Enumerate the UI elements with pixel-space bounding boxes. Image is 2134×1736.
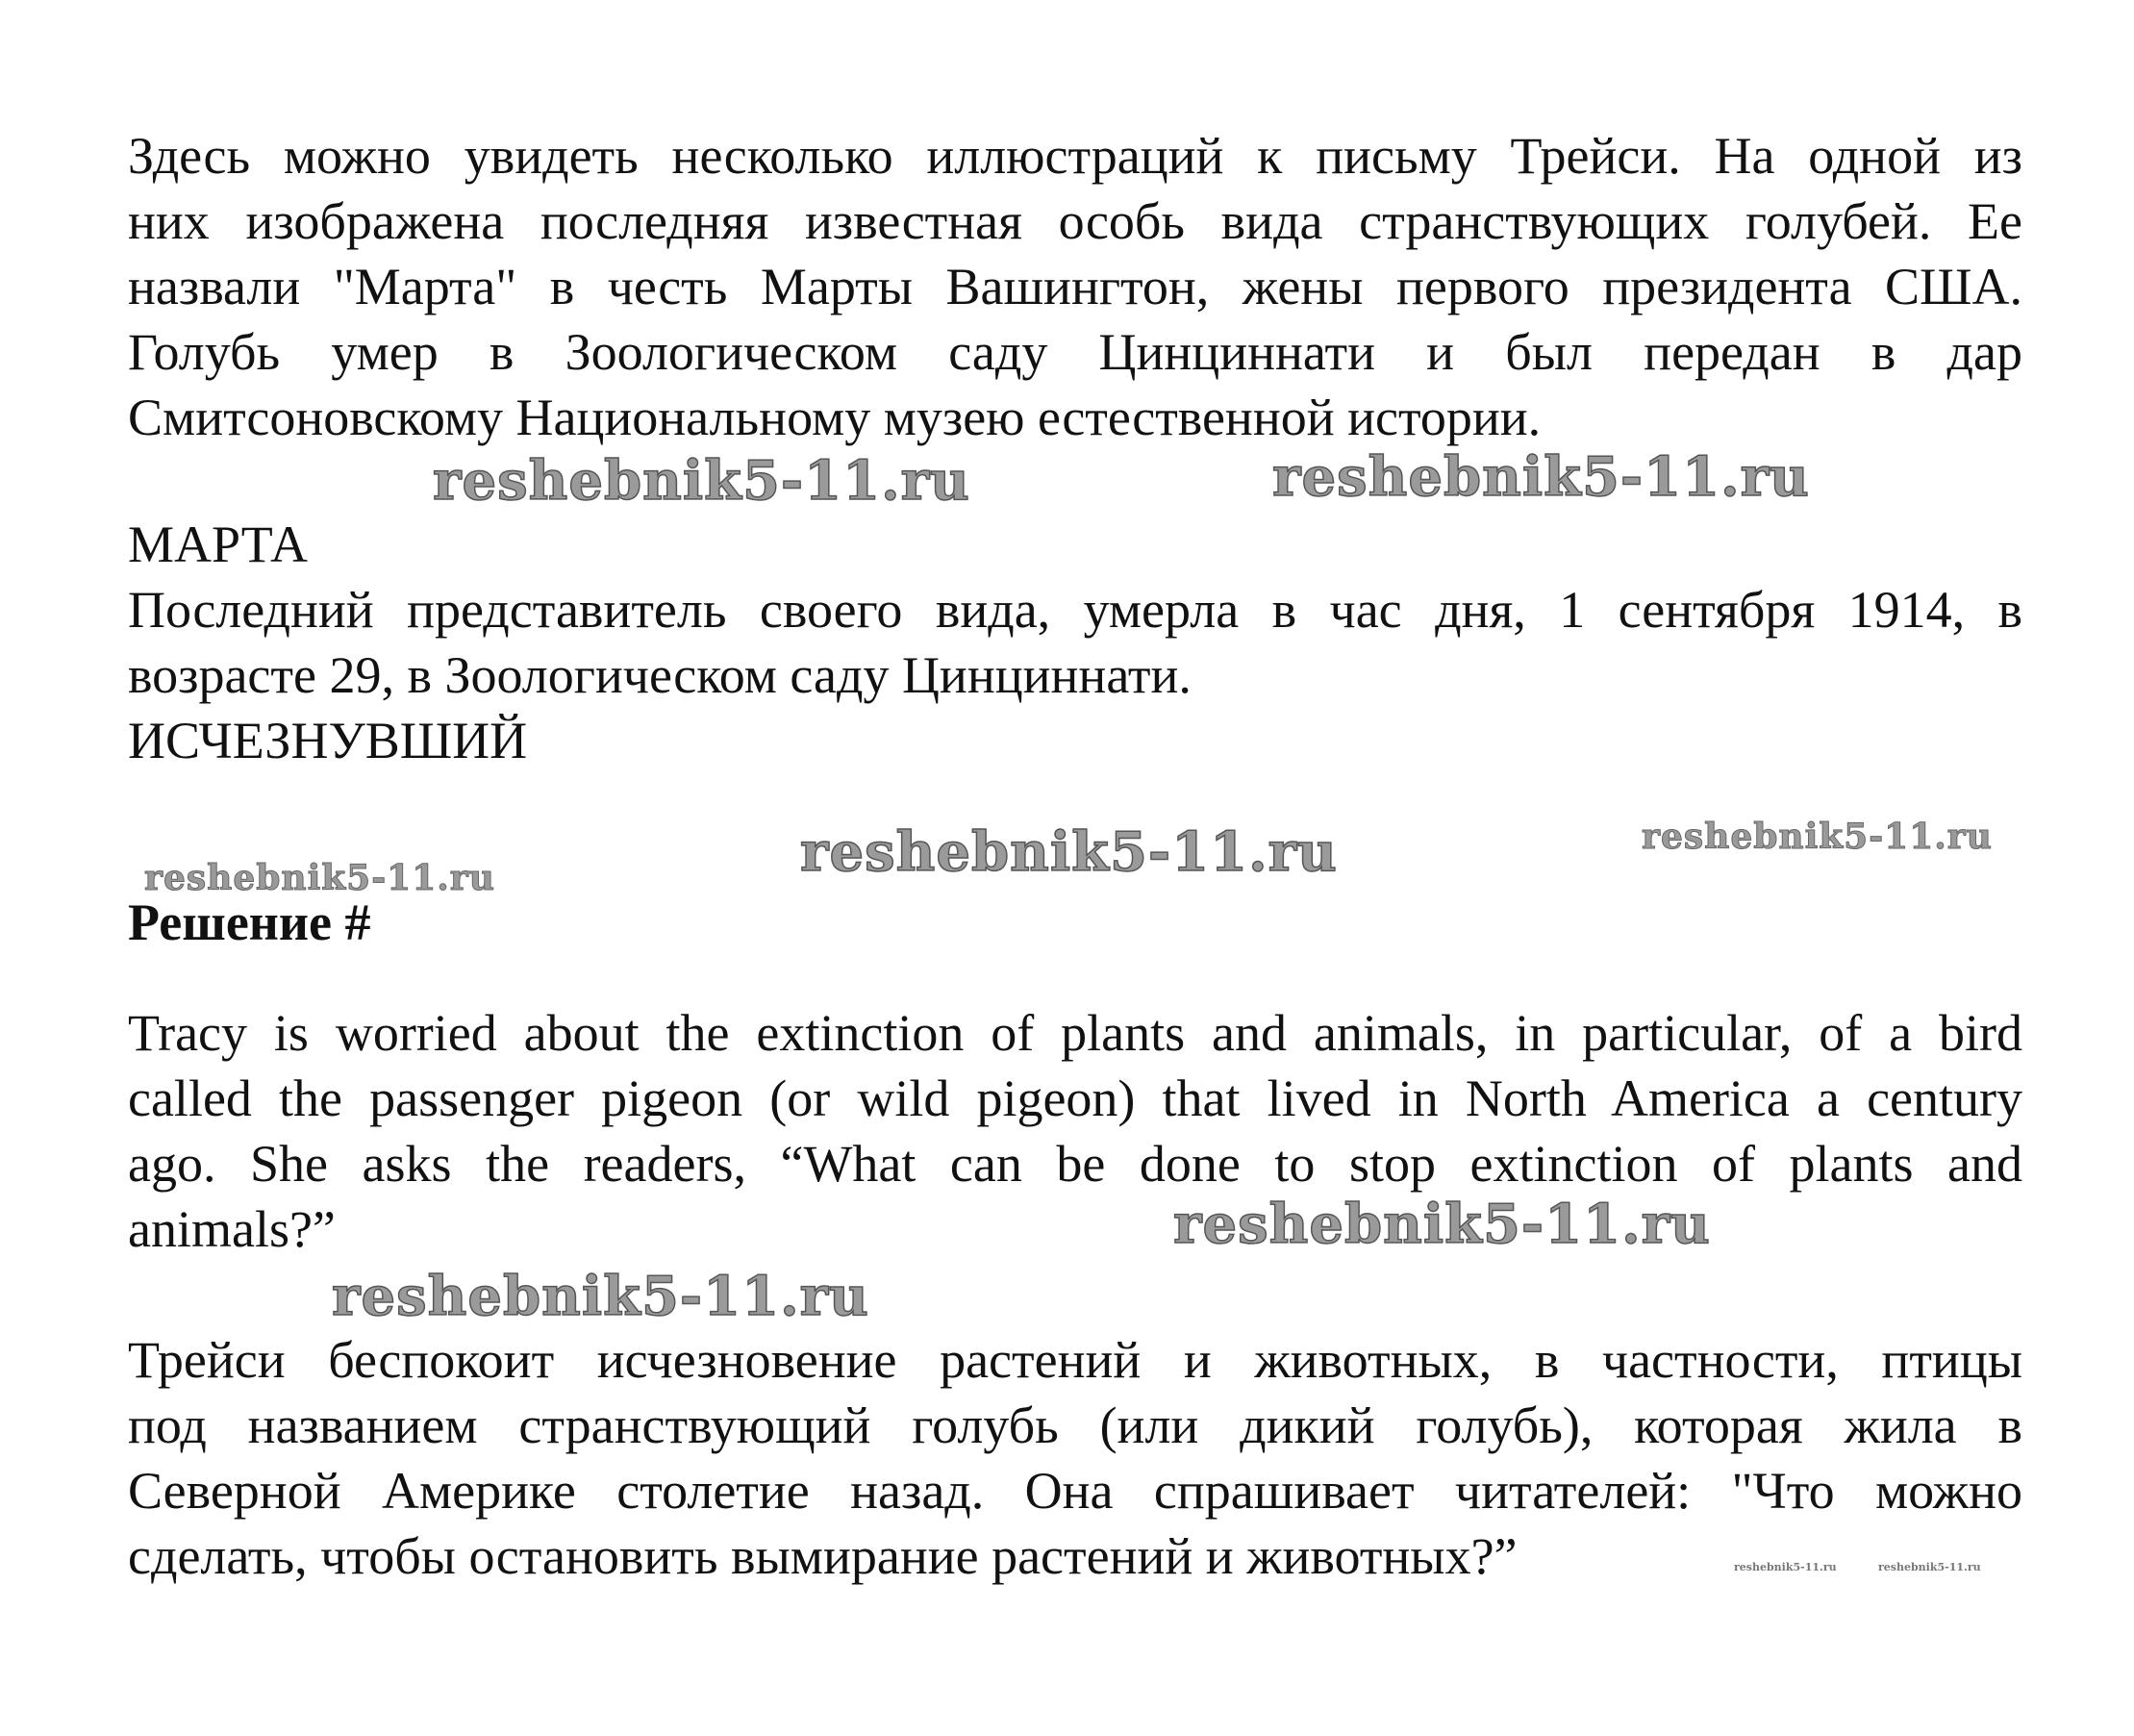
- watermark: reshebnik5-11.ru: [1173, 1193, 1711, 1256]
- watermark: reshebnik5-11.ru: [1878, 1561, 1981, 1573]
- watermark: reshebnik5-11.ru: [433, 449, 970, 513]
- intro-line: них изображена последняя известная особь вида странствующих голубей. Ее: [128, 192, 2022, 250]
- english-line: animals?”: [128, 1200, 336, 1258]
- watermark: reshebnik5-11.ru: [1272, 445, 1810, 509]
- english-line: called the passenger pigeon (or wild pigeon) that lived in North America a century: [128, 1069, 2022, 1127]
- russian-line: сделать, чтобы остановить вымирание растений и животных?”: [128, 1527, 1518, 1585]
- intro-line: Голубь умер в Зоологическом саду Цинциннати и был передан в дар: [128, 323, 2022, 381]
- illustration-name: МАРТА: [128, 516, 308, 573]
- intro-line: назвали "Марта" в честь Марты Вашингтон, жены первого президента США.: [128, 258, 2022, 315]
- caption-line: Последний представитель своего вида, умерла в час дня, 1 сентября 1914, в: [128, 581, 2022, 639]
- english-line: Tracy is worried about the extinction of plants and animals, in particular, of a bird: [128, 1004, 2022, 1062]
- watermark: reshebnik5-11.ru: [332, 1265, 869, 1328]
- russian-line: под названием странствующий голубь (или дикий голубь), которая жила в: [128, 1396, 2022, 1454]
- solution-heading: Решение #: [128, 893, 371, 951]
- english-line: ago. She asks the readers, “What can be done to stop extinction of plants and: [128, 1135, 2022, 1193]
- watermark: reshebnik5-11.ru: [144, 858, 495, 898]
- caption-line: возрасте 29, в Зоологическом саду Цинциннати.: [128, 646, 1192, 704]
- russian-line: Трейси беспокоит исчезновение растений и животных, в частности, птицы: [128, 1331, 2022, 1389]
- watermark: reshebnik5-11.ru: [1642, 817, 1993, 857]
- russian-line: Северной Америке столетие назад. Она спрашивает читателей: "Что можно: [128, 1462, 2022, 1520]
- intro-line: Смитсоновскому Национальному музею естественной истории.: [128, 389, 1542, 446]
- watermark: reshebnik5-11.ru: [800, 820, 1338, 884]
- illustration-status: ИСЧЕЗНУВШИЙ: [128, 712, 528, 769]
- watermark: reshebnik5-11.ru: [1734, 1561, 1837, 1573]
- intro-line: Здесь можно увидеть несколько иллюстраций к письму Трейси. На одной из: [128, 127, 2022, 185]
